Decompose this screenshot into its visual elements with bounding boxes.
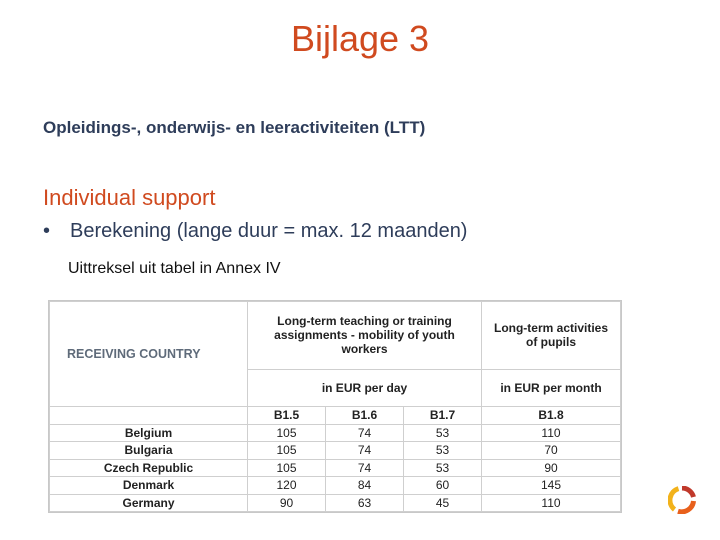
value-cell: 90	[482, 459, 621, 477]
value-cell: 74	[326, 424, 404, 442]
code-b15: B1.5	[248, 407, 326, 425]
blank-cell	[50, 407, 248, 425]
table-row	[50, 477, 621, 495]
value-cell: 74	[326, 442, 404, 460]
slide-subtitle: Opleidings-, onderwijs- en leeractiviteiten (LTT)	[43, 118, 426, 137]
country-cell: Germany	[50, 494, 248, 512]
slide-title: Bijlage 3	[290, 18, 430, 59]
bullet-item	[43, 220, 467, 243]
value-cell: 84	[326, 477, 404, 495]
value-cell: 63	[326, 494, 404, 512]
value-cell: 53	[404, 459, 482, 477]
value-cell: 70	[482, 442, 621, 460]
country-cell: Denmark	[50, 477, 248, 495]
country-cell: Bulgaria	[50, 442, 248, 460]
country-cell: Belgium	[50, 424, 248, 442]
table-row	[50, 494, 621, 512]
value-cell: 53	[404, 442, 482, 460]
table-row	[50, 424, 621, 442]
country-cell: Czech Republic	[50, 459, 248, 477]
value-cell: 105	[248, 424, 326, 442]
bullet-dot: •	[43, 220, 51, 242]
code-b16: B1.6	[326, 407, 404, 425]
value-cell: 105	[248, 459, 326, 477]
table-row	[50, 442, 621, 460]
unit2-header: in EUR per month	[482, 369, 621, 406]
section-heading: Individual support	[43, 185, 216, 210]
table-row	[50, 459, 621, 477]
circular-logo-icon	[668, 486, 696, 514]
unit1-header: in EUR per day	[248, 369, 482, 406]
value-cell: 53	[404, 424, 482, 442]
value-cell: 110	[482, 424, 621, 442]
group2-header: Long-term activities of pupils	[482, 302, 621, 370]
value-cell: 110	[482, 494, 621, 512]
code-b17: B1.7	[404, 407, 482, 425]
code-b18: B1.8	[482, 407, 621, 425]
receiving-country-header: RECEIVING COUNTRY	[50, 302, 248, 407]
value-cell: 74	[326, 459, 404, 477]
value-cell: 60	[404, 477, 482, 495]
value-cell: 90	[248, 494, 326, 512]
table-note: Uittreksel uit tabel in Annex IV	[68, 260, 281, 277]
group1-header: Long-term teaching or training assignments - mobility of youth workers	[248, 302, 482, 370]
value-cell: 105	[248, 442, 326, 460]
bullet-text: Berekening (lange duur = max. 12 maanden)	[70, 220, 468, 242]
rates-table-grid	[49, 301, 621, 512]
value-cell: 45	[404, 494, 482, 512]
value-cell: 145	[482, 477, 621, 495]
rates-table	[48, 300, 622, 513]
value-cell: 120	[248, 477, 326, 495]
